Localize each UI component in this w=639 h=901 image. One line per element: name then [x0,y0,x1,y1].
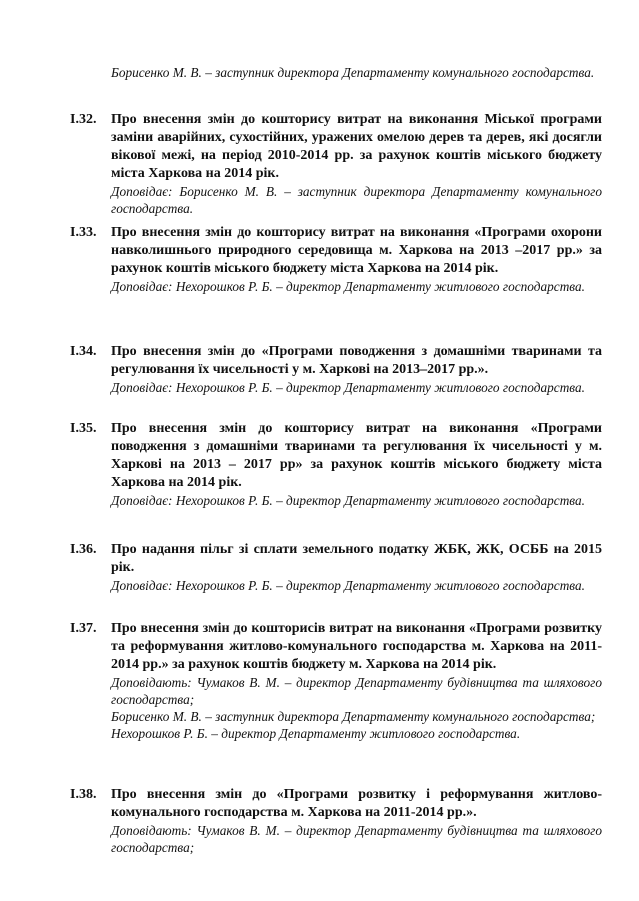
item-number: І.35. [70,421,97,436]
item-speaker [111,674,602,708]
item-number: І.32. [70,112,97,127]
item-title: Про внесення змін до кошторису витрат на виконання Міської програми заміни аварійних, сухостійних, уражених омелою дерев та дерев, які досягли вікової межі, на період 2010-2014 рр. за рахунок коштів міського бюджету міста Харкова на 2014 рік. [111,112,602,181]
continued-speaker-text: Борисенко М. В. – заступник директора Департаменту комунального господарства. [111,65,595,80]
speaker-text: Нехорошков Р. Б. – директор Департаменту житлового господарства. [175,493,585,508]
item-title: Про внесення змін до кошторису витрат на виконання «Програми поводження з домашніми тваринами та регулювання їх чисельності у м. Харкові на 2013 – 2017 рр» за рахунок коштів міського бюджету міста Харкова на 2014 рік. [111,421,602,490]
item-number: І.33. [70,225,97,240]
item-speaker [111,278,602,295]
speaker-label: Доповідає: [111,578,173,593]
item-number: І.34. [70,344,97,359]
speaker-text: Нехорошков Р. Б. – директор Департаменту житлового господарства. [175,279,585,294]
speaker-text: Нехорошков Р. Б. – директор Департаменту житлового господарства. [175,578,585,593]
item-speaker: Борисенко М. В. – заступник директора Департаменту комунального господарства; [111,709,596,724]
speaker-text: Нехорошков Р. Б. – директор Департаменту житлового господарства. [175,380,585,395]
item-number: І.38. [70,787,97,802]
item-speaker [111,492,602,509]
speaker-label: Доповідає: [111,493,173,508]
speaker-text: Чумаков В. М. – директор Департаменту будівництва та шляхового господарства; [111,823,602,855]
item-number: І.37. [70,621,97,636]
speaker-label: Доповідають: [111,675,192,690]
speaker-label: Доповідають: [111,823,192,838]
speaker-text: Борисенко М. В. – заступник директора Департаменту комунального господарства. [111,184,602,216]
item-speaker [111,822,602,856]
speaker-label: Доповідає: [111,279,173,294]
item-speaker: Нехорошков Р. Б. – директор Департаменту житлового господарства. [111,726,521,741]
item-title: Про надання пільг зі сплати земельного податку ЖБК, ЖК, ОСББ на 2015 рік. [111,542,602,575]
speaker-text: Чумаков В. М. – директор Департаменту будівництва та шляхового господарства; [111,675,602,707]
item-speaker [111,577,602,594]
speaker-label: Доповідає: [111,380,173,395]
item-title: Про внесення змін до кошторисів витрат на виконання «Програми розвитку та реформування житлово-комунального господарства м. Харкова на 2011-2014 рр.» за рахунок коштів бюджету м. Харкова на 2014 рік. [111,621,602,672]
item-number: І.36. [70,542,97,557]
item-speaker [111,379,602,396]
speaker-label: Доповідає: [111,184,173,199]
item-title: Про внесення змін до кошторису витрат на виконання «Програми охорони навколишнього природного середовища м. Харкова на 2013 –2017 рр.» за рахунок коштів міського бюджету міста Харкова на 2014 рік. [111,225,602,276]
item-speaker [111,183,602,217]
item-title: Про внесення змін до «Програми поводження з домашніми тваринами та регулювання їх чисельності у м. Харкові на 2013–2017 рр.». [111,344,602,377]
item-title: Про внесення змін до «Програми розвитку і реформування житлово-комунального господарства м. Харкова на 2011-2014 рр.». [111,787,602,820]
